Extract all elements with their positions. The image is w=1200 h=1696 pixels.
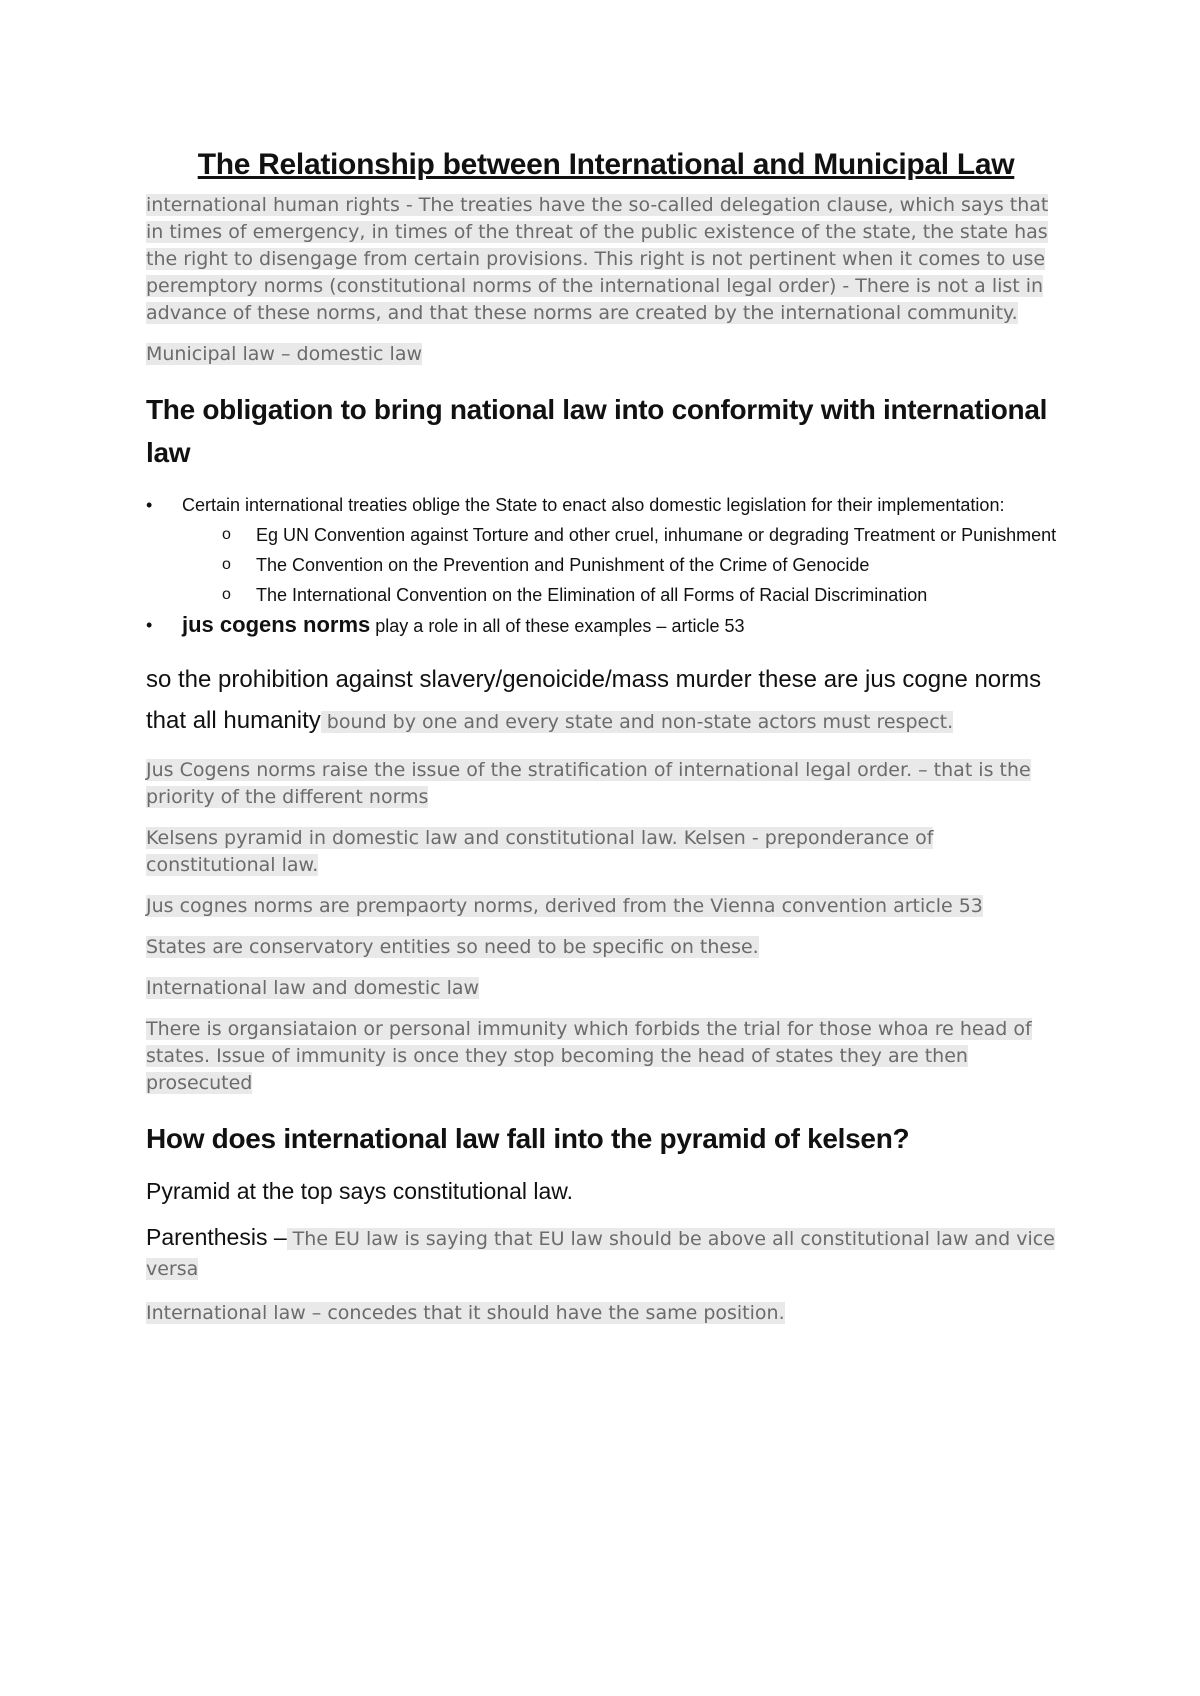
paragraph-municipal-law-text: Municipal law – domestic law: [146, 343, 423, 365]
heading-obligation: The obligation to bring national law into conformity with international law: [146, 394, 1048, 468]
document-title: The Relationship between International and Municipal Law: [197, 148, 1015, 181]
paragraph-stratification: [146, 757, 1066, 811]
parenthesis-text: The EU law is saying that EU law should be above all constitutional law and vice versa: [146, 1228, 1055, 1280]
sub-bullet-item: [182, 520, 1066, 550]
sub-bullet-icon: o: [222, 526, 231, 543]
jus-cogens-rest: play a role in all of these examples – article 53: [370, 616, 745, 636]
paragraph-international-domestic: [146, 975, 1066, 1002]
paragraph-human-rights-text: international human rights - The treaties have the so-called delegation clause, which says that in times of emergency, in times of the threat of the public existence of the state, the state has the right to disengage from certain provisions. This right is not pertinent when it comes to use peremptory norms (constitutional norms of the international legal order) - There is not a list in advance of these norms, and that these norms are created by the international community.: [146, 194, 1049, 324]
paragraph-immunity-text: There is organsiataion or personal immunity which forbids the trial for those whoa re head of states. Issue of immunity is once they stop becoming the head of states they are then prosecuted: [146, 1018, 1032, 1094]
bullet-icon: •: [146, 495, 153, 515]
sub-bullet-item: [182, 580, 1066, 610]
paragraph-human-rights: [146, 192, 1066, 327]
sub-bullet-list: [182, 520, 1066, 610]
paragraph-peremptory-text: Jus cognes norms are prempaorty norms, derived from the Vienna convention article 53: [146, 895, 983, 917]
jus-cogens-strong: jus cogens norms: [182, 612, 371, 637]
paragraph-concedes: [146, 1300, 1066, 1327]
paragraph-prohibition: [146, 661, 1066, 743]
parenthesis-label: Parenthesis –: [146, 1224, 287, 1250]
paragraph-concedes-text: International law – concedes that it should have the same position.: [146, 1302, 785, 1324]
paragraph-peremptory: [146, 893, 1066, 920]
sub-bullet-text: The International Convention on the Elimination of all Forms of Racial Discrimination: [256, 585, 928, 605]
sub-bullet-icon: o: [222, 586, 231, 603]
paragraph-conservatory: [146, 934, 1066, 961]
bullet-icon: •: [146, 615, 153, 635]
paragraph-conservatory-text: States are conservatory entities so need to be specific on these.: [146, 936, 759, 958]
paragraph-kelsen: [146, 825, 1066, 879]
paragraph-pyramid-top: Pyramid at the top says constitutional law.: [146, 1178, 573, 1204]
paragraph-municipal-law: [146, 341, 1066, 368]
sub-bullet-text: Eg UN Convention against Torture and other cruel, inhumane or degrading Treatment or Punishment: [256, 525, 1057, 545]
paragraph-stratification-text: Jus Cogens norms raise the issue of the stratification of international legal order. – that is the priority of the different norms: [146, 759, 1031, 808]
bullet-item-jus-cogens: [146, 610, 1066, 641]
paragraph-parenthesis: [146, 1222, 1066, 1286]
document-body: [146, 148, 1066, 1341]
heading-pyramid: How does international law fall into the pyramid of kelsen?: [146, 1123, 910, 1154]
bullet-list: [146, 490, 1066, 641]
prohibition-gray-text: bound by one and every state and non-state actors must respect.: [320, 711, 954, 733]
paragraph-international-domestic-text: International law and domestic law: [146, 977, 480, 999]
sub-bullet-item: [182, 550, 1066, 580]
paragraph-immunity: [146, 1016, 1066, 1097]
sub-bullet-text: The Convention on the Prevention and Punishment of the Crime of Genocide: [256, 555, 870, 575]
paragraph-kelsen-text: Kelsens pyramid in domestic law and constitutional law. Kelsen - preponderance of constitutional law.: [146, 827, 934, 876]
prohibition-black-text: so the prohibition against slavery/genoicide/mass murder these are jus cogne norms that all humanity: [146, 666, 1042, 734]
sub-bullet-icon: o: [222, 556, 231, 573]
bullet-item-treaties-text: Certain international treaties oblige the State to enact also domestic legislation for their implementation:: [182, 495, 1005, 515]
bullet-item-treaties: [146, 490, 1066, 610]
